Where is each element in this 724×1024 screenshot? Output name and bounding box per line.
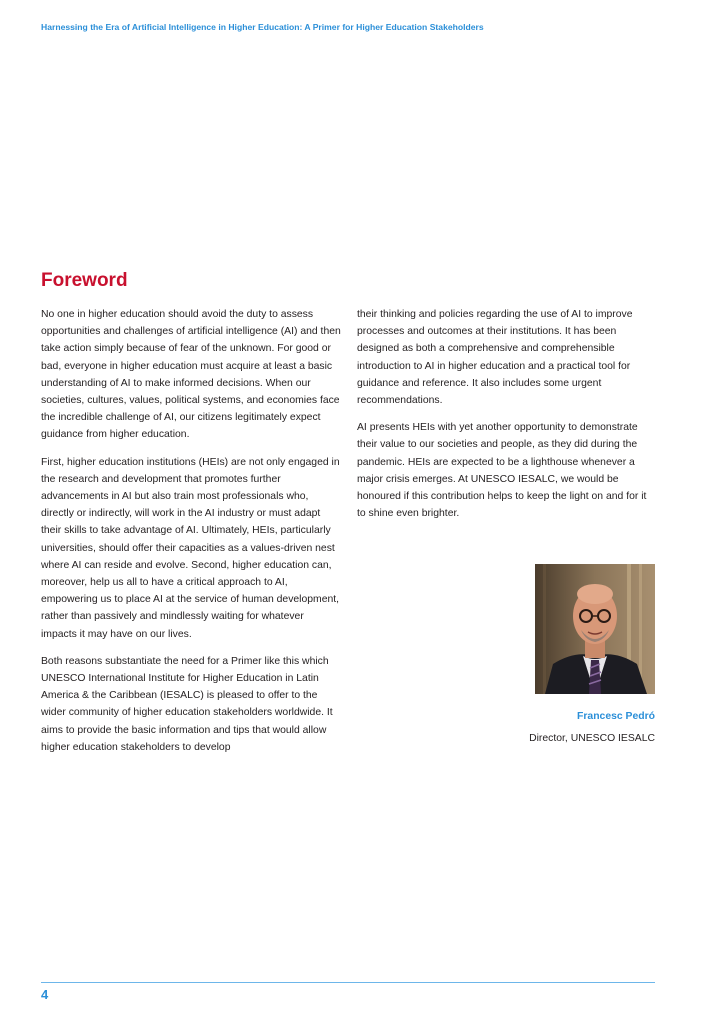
page-title: Foreword	[41, 270, 128, 291]
footer-rule	[41, 982, 655, 983]
portrait-image	[535, 564, 655, 694]
left-column	[41, 306, 341, 766]
signature-name: Francesc Pedró	[577, 711, 655, 722]
paragraph: their thinking and policies regarding the use of AI to improve processes and outcomes at their institutions. It has been designed as both a comprehensive and comprehensible introduction to AI in higher education and a practical tool for guidance and reference. It also includes some urgent recommendations.	[357, 309, 633, 407]
running-header: Harnessing the Era of Artificial Intelligence in Higher Education: A Primer for Higher Education Stakeholders	[41, 22, 484, 32]
author-portrait	[535, 564, 655, 694]
page-number: 4	[41, 987, 49, 1002]
signature-role: Director, UNESCO IESALC	[529, 733, 655, 744]
paragraph: No one in higher education should avoid the duty to assess opportunities and challenges of artificial intelligence (AI) and then take action simply because of fear of the unknown. For good or bad, everyone in higher education must acquire at least a basic understanding of AI to make informed decisions. When our societies, cultures, values, political systems, and economies face the incredible challenge of AI, our citizens legitimately expect guidance from higher education.	[41, 309, 341, 441]
paragraph: First, higher education institutions (HEIs) are not only engaged in the research and development that promotes further advancements in AI but also train most professionals who, directly or indirectly, will work in the AI industry or must adapt their skills to take advantage of AI. Ultimately, HEIs, particularly universities, should offer their capacities as a values-driven nest where AI can reside and evolve. Second, higher education can, moreover, help us all to have a critical approach to AI, empowering us to place AI at the service of human development, rather than passively and mindlessly waiting for whatever impacts it may have on our lives.	[41, 456, 340, 640]
paragraph: Both reasons substantiate the need for a Primer like this which UNESCO International Institute for Higher Education in Latin America & the Caribbean (IESALC) is pleased to offer to the wider community of higher education stakeholders worldwide. It aims to provide the basic information and tips that would allow higher education stakeholders to develop	[41, 655, 333, 753]
paragraph: AI presents HEIs with yet another opportunity to demonstrate their value to our societies and people, as they did during the pandemic. HEIs are expected to be a lighthouse whenever a major crisis emerges. At UNESCO IESALC, we would be honoured if this contribution helps to keep the light on and for it to shine even brighter.	[357, 422, 647, 520]
right-column	[357, 306, 657, 532]
